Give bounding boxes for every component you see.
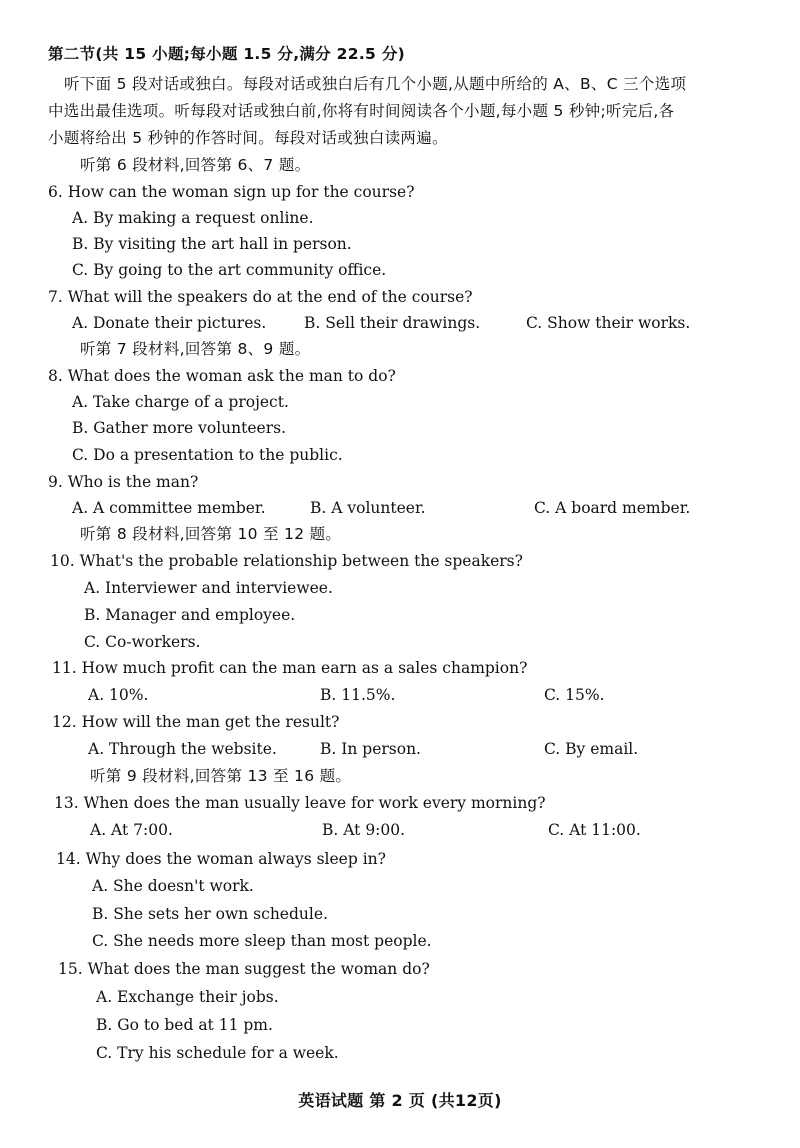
question-8 (48, 366, 396, 386)
q12-option-c: C. By email. (544, 740, 639, 758)
question-text: How much profit can the man earn as a sales champion? (81, 659, 528, 677)
group-intro-9: 听第 9 段材料,回答第 13 至 16 题。 (90, 767, 352, 785)
question-13 (54, 793, 546, 813)
q9-option-b: B. A volunteer. (310, 499, 426, 517)
q6-option-c: C. By going to the art community office. (72, 261, 387, 279)
q7-option-a: A. Donate their pictures. (72, 314, 267, 332)
question-14 (56, 849, 386, 869)
question-number: 12. (52, 713, 77, 731)
q11-option-c: C. 15%. (544, 686, 605, 704)
q8-option-b: B. Gather more volunteers. (72, 419, 287, 437)
q9-option-c: C. A board member. (534, 499, 691, 517)
question-text: What does the man suggest the woman do? (87, 960, 430, 978)
q14-option-c: C. She needs more sleep than most people. (92, 932, 432, 950)
q6-option-a: A. By making a request online. (72, 209, 314, 227)
q10-option-a: A. Interviewer and interviewee. (84, 579, 333, 597)
question-11 (52, 658, 527, 678)
q14-option-b: B. She sets her own schedule. (92, 905, 328, 923)
question-number: 7. (48, 288, 63, 306)
q15-option-b: B. Go to bed at 11 pm. (96, 1016, 273, 1034)
instruction-line-1: 听下面 5 段对话或独白。每段对话或独白后有几个小题,从题中所给的 A、B、C 三个选项 (64, 75, 687, 93)
question-number: 13. (54, 794, 79, 812)
question-6 (48, 182, 415, 202)
q15-option-c: C. Try his schedule for a week. (96, 1044, 339, 1062)
question-10 (50, 551, 523, 571)
question-text: How can the woman sign up for the course? (67, 183, 415, 201)
q9-option-a: A. A committee member. (72, 499, 266, 517)
question-text: Who is the man? (67, 473, 199, 491)
group-intro-8: 听第 8 段材料,回答第 10 至 12 题。 (80, 525, 342, 543)
question-text: What does the woman ask the man to do? (67, 367, 396, 385)
question-text: Why does the woman always sleep in? (85, 850, 386, 868)
q13-option-a: A. At 7:00. (90, 821, 173, 839)
question-number: 8. (48, 367, 63, 385)
q13-option-c: C. At 11:00. (548, 821, 641, 839)
q8-option-a: A. Take charge of a project. (72, 393, 289, 411)
q13-option-b: B. At 9:00. (322, 821, 406, 839)
q10-option-c: C. Co-workers. (84, 633, 201, 651)
question-text: What will the speakers do at the end of the course? (67, 288, 473, 306)
q8-option-c: C. Do a presentation to the public. (72, 446, 343, 464)
section-heading: 第二节(共 15 小题;每小题 1.5 分,满分 22.5 分) (48, 45, 406, 63)
q7-option-b: B. Sell their drawings. (304, 314, 481, 332)
instruction-line-3: 小题将给出 5 秒钟的作答时间。每段对话或独白读两遍。 (48, 129, 448, 147)
question-number: 15. (58, 960, 83, 978)
question-text: How will the man get the result? (81, 713, 340, 731)
question-9 (48, 472, 198, 492)
q12-option-b: B. In person. (320, 740, 421, 758)
instruction-line-2: 中选出最佳选项。听每段对话或独白前,你将有时间阅读各个小题,每小题 5 秒钟;听完后,各 (48, 102, 675, 120)
q11-option-b: B. 11.5%. (320, 686, 396, 704)
q7-option-c: C. Show their works. (526, 314, 691, 332)
q15-option-a: A. Exchange their jobs. (96, 988, 279, 1006)
group-intro-7: 听第 7 段材料,回答第 8、9 题。 (80, 340, 311, 358)
q10-option-b: B. Manager and employee. (84, 606, 296, 624)
question-7 (48, 287, 473, 307)
question-number: 6. (48, 183, 63, 201)
page-footer: 英语试题 第 2 页 (共12页) (298, 1091, 502, 1110)
q12-option-a: A. Through the website. (88, 740, 277, 758)
question-text: What's the probable relationship between the speakers? (79, 552, 523, 570)
question-15 (58, 959, 430, 979)
question-text: When does the man usually leave for work every morning? (83, 794, 546, 812)
question-number: 11. (52, 659, 77, 677)
question-number: 9. (48, 473, 63, 491)
q11-option-a: A. 10%. (88, 686, 149, 704)
group-intro-6: 听第 6 段材料,回答第 6、7 题。 (80, 156, 311, 174)
question-12 (52, 712, 339, 732)
question-number: 10. (50, 552, 75, 570)
question-number: 14. (56, 850, 81, 868)
q14-option-a: A. She doesn't work. (92, 877, 254, 895)
q6-option-b: B. By visiting the art hall in person. (72, 235, 352, 253)
